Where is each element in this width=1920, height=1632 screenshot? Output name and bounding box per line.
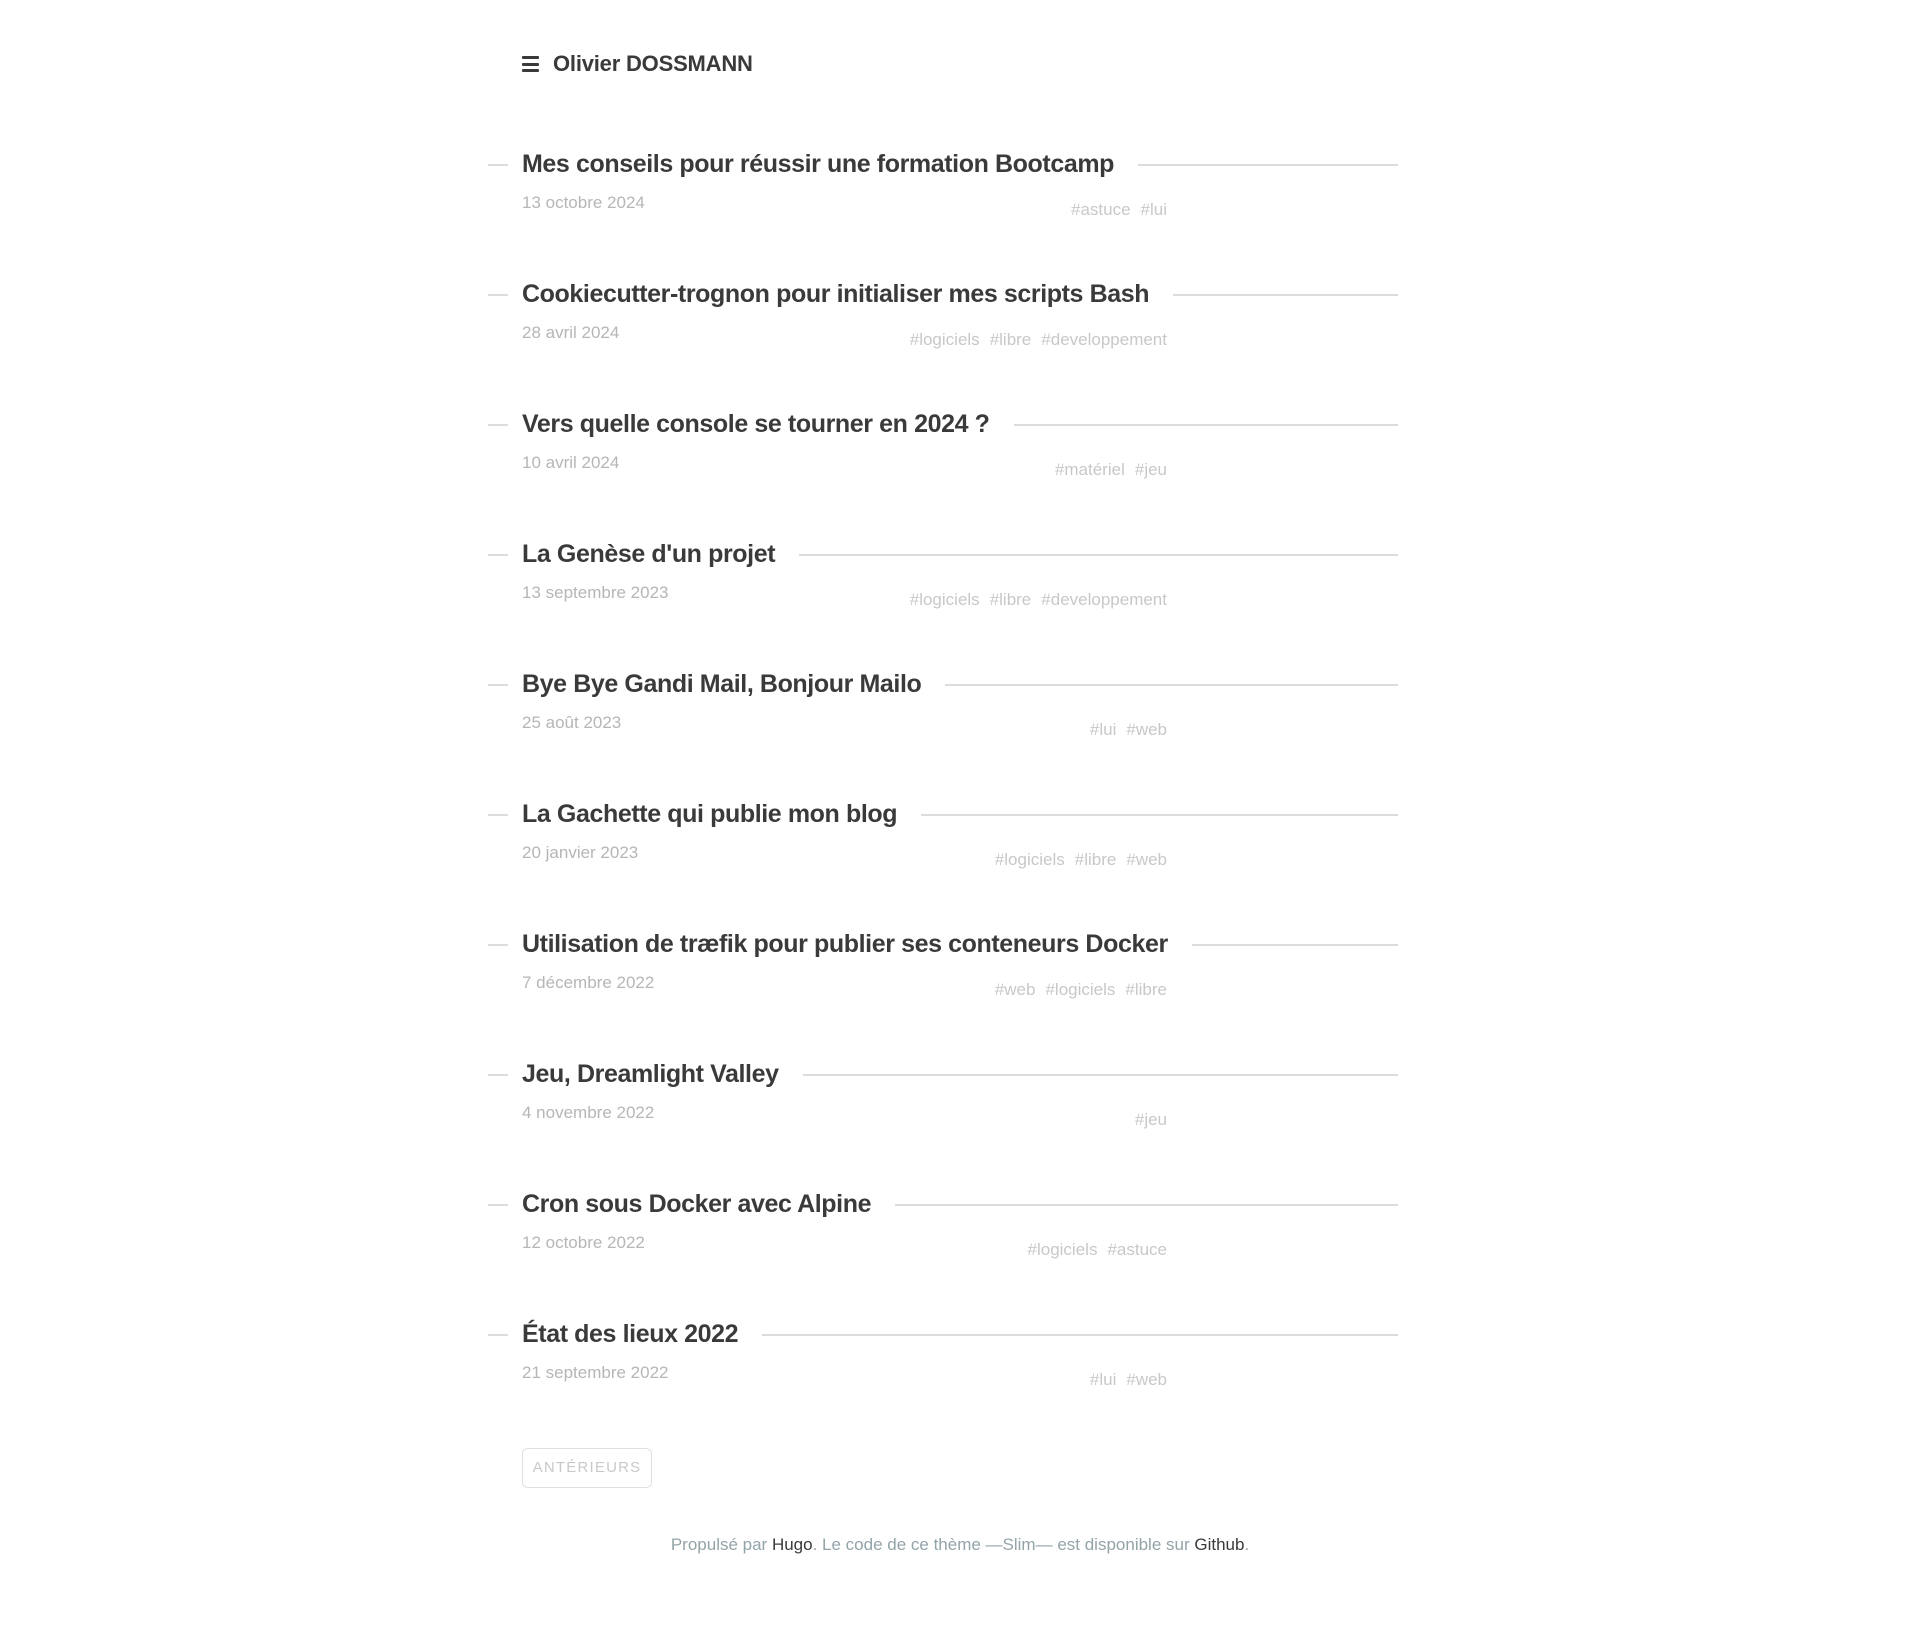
post-date: 21 septembre 2022 [522,1363,669,1382]
tag-link[interactable]: #jeu [1134,1110,1167,1129]
tag-link[interactable]: #web [1126,1370,1167,1389]
footer-text-suffix: . [1244,1535,1250,1554]
post-item [522,278,1398,354]
tag-link[interactable]: #lui [1089,1370,1117,1389]
post-date: 20 janvier 2023 [522,843,639,862]
post-date: 25 août 2023 [522,713,622,732]
post-title-row [522,538,1398,571]
post-title-link[interactable]: État des lieux 2022 [522,1320,739,1348]
post-tags [1028,1240,1167,1260]
older-posts-button[interactable]: ANTÉRIEURS [522,1448,652,1488]
hamburger-icon [522,63,539,66]
post-date: 4 novembre 2022 [522,1103,655,1122]
title-dash-decoration [488,1204,508,1206]
post-meta [522,1232,1167,1259]
post-title-row [522,1188,1398,1221]
post-date: 12 octobre 2022 [522,1233,645,1252]
page [522,0,1398,1589]
post-item [522,1058,1398,1134]
post-tags [1135,1110,1167,1130]
post-item [522,668,1398,744]
post-tags [995,850,1167,870]
post-title-row [522,1058,1398,1091]
menu-button[interactable] [522,56,539,72]
tag-link[interactable]: #lui [1140,200,1167,219]
pagination [522,1448,1398,1488]
tag-link[interactable]: #astuce [1107,1240,1167,1259]
post-date: 7 décembre 2022 [522,973,655,992]
hamburger-icon [522,69,539,72]
post-item [522,798,1398,874]
post-title-link[interactable]: Vers quelle console se tourner en 2024 ? [522,410,990,438]
post-tags [1071,200,1167,220]
post-date: 13 septembre 2023 [522,583,669,602]
post-title-row [522,668,1398,701]
title-dash-decoration [488,294,508,296]
tag-link[interactable]: #libre [1074,850,1117,869]
title-rule-decoration [945,684,1398,686]
post-item [522,408,1398,484]
tag-link[interactable]: #libre [1125,980,1167,999]
post-title-row [522,408,1398,441]
title-rule-decoration [921,814,1398,816]
footer-text-middle: . Le code de ce thème —Slim— est disponible sur [812,1535,1195,1554]
post-title-row [522,798,1398,831]
title-dash-decoration [488,1074,508,1076]
post-tags [995,980,1167,1000]
title-dash-decoration [488,814,508,816]
tag-link[interactable]: #jeu [1134,460,1167,479]
post-tags [1090,720,1167,740]
footer-text-powered: Propulsé par [670,1535,772,1554]
title-dash-decoration [488,164,508,166]
post-meta [522,192,1167,219]
post-title-row [522,278,1398,311]
post-meta [522,1362,1167,1389]
tag-link[interactable]: #web [1126,850,1167,869]
post-item [522,928,1398,1004]
post-tags [910,590,1167,610]
post-item [522,1188,1398,1264]
title-dash-decoration [488,944,508,946]
post-title-link[interactable]: Cookiecutter-trognon pour initialiser mes scripts Bash [522,280,1150,308]
tag-link[interactable]: #logiciels [909,590,980,609]
tag-link[interactable]: #developpement [1041,330,1167,349]
post-meta [522,972,1167,999]
tag-link[interactable]: #logiciels [994,850,1065,869]
post-date: 28 avril 2024 [522,323,620,342]
title-rule-decoration [1173,294,1398,296]
title-rule-decoration [762,1334,1398,1336]
post-meta [522,322,1167,349]
post-date: 13 octobre 2024 [522,193,645,212]
post-title-link[interactable]: Jeu, Dreamlight Valley [522,1060,779,1088]
post-list [522,148,1398,1394]
tag-link[interactable]: #logiciels [909,330,980,349]
post-item [522,1318,1398,1394]
post-title-link[interactable]: Cron sous Docker avec Alpine [522,1190,872,1218]
post-item [522,538,1398,614]
github-link[interactable]: Github [1194,1535,1245,1554]
post-title-link[interactable]: Utilisation de træfik pour publier ses conteneurs Docker [522,930,1168,958]
title-rule-decoration [803,1074,1398,1076]
title-rule-decoration [799,554,1398,556]
tag-link[interactable]: #web [994,980,1036,999]
site-header [522,50,1398,78]
post-tags [1090,1370,1167,1390]
title-dash-decoration [488,554,508,556]
tag-link[interactable]: #libre [989,590,1032,609]
post-meta [522,452,1167,479]
tag-link[interactable]: #lui [1089,720,1117,739]
tag-link[interactable]: #developpement [1041,590,1167,609]
title-dash-decoration [488,684,508,686]
post-meta [522,842,1167,869]
tag-link[interactable]: #matériel [1054,460,1125,479]
site-footer [522,1534,1398,1555]
post-title-link[interactable]: Bye Bye Gandi Mail, Bonjour Mailo [522,670,922,698]
post-title-link[interactable]: Mes conseils pour réussir une formation Bootcamp [522,150,1115,178]
post-meta [522,1102,1167,1129]
post-title-link[interactable]: La Gachette qui publie mon blog [522,800,898,828]
post-meta [522,582,1167,609]
tag-link[interactable]: #web [1126,720,1167,739]
post-title-row [522,1318,1398,1351]
tag-link[interactable]: #logiciels [1045,980,1116,999]
tag-link[interactable]: #libre [989,330,1032,349]
title-rule-decoration [1014,424,1398,426]
post-title-link[interactable]: La Genèse d'un projet [522,540,776,568]
hamburger-icon [522,56,539,59]
site-title-link[interactable]: Olivier DOSSMANN [553,51,753,76]
post-title-row [522,148,1398,181]
title-dash-decoration [488,424,508,426]
post-tags [1055,460,1167,480]
hugo-link[interactable]: Hugo [771,1535,813,1554]
title-dash-decoration [488,1334,508,1336]
post-title-row [522,928,1398,961]
title-rule-decoration [1138,164,1398,166]
post-date: 10 avril 2024 [522,453,620,472]
tag-link[interactable]: #astuce [1070,200,1131,219]
tag-link[interactable]: #logiciels [1027,1240,1098,1259]
title-rule-decoration [1192,944,1398,946]
post-meta [522,712,1167,739]
title-rule-decoration [895,1204,1398,1206]
post-tags [910,330,1167,350]
post-item [522,148,1398,224]
